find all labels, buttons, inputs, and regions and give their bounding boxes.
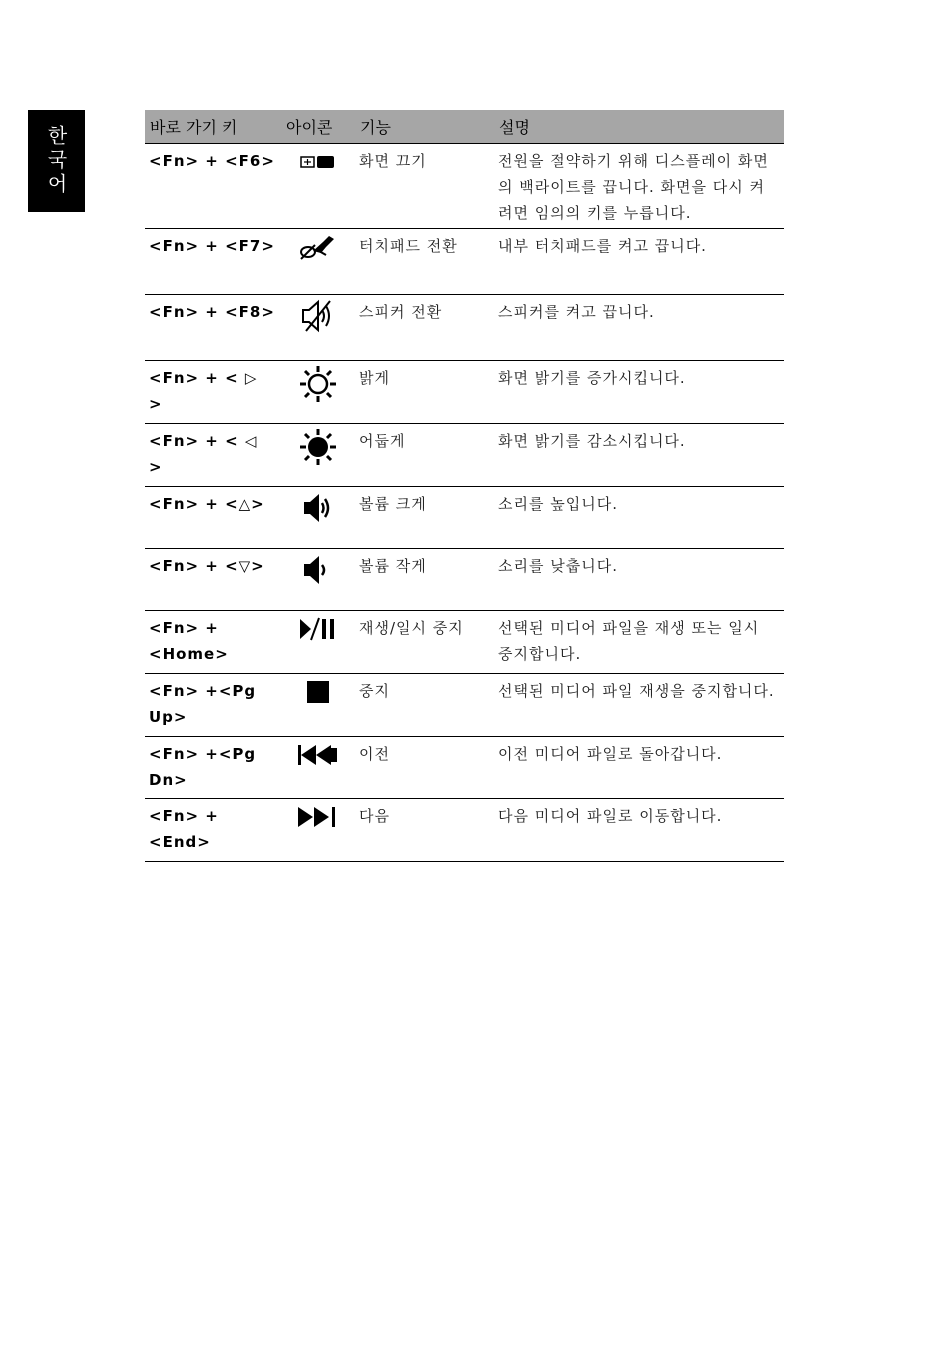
table-row bbox=[145, 799, 784, 862]
previous-track-icon bbox=[297, 744, 339, 766]
language-tab-label: 한국어 bbox=[44, 125, 68, 197]
table-row bbox=[145, 144, 784, 229]
stop-icon bbox=[305, 679, 331, 705]
shortcut-key: <Fn> + <End> bbox=[145, 799, 281, 862]
table-row bbox=[145, 549, 784, 611]
description-text: 선택된 미디어 파일 재생을 중지합니다. bbox=[494, 674, 784, 737]
description-text: 화면 밝기를 감소시킵니다. bbox=[494, 424, 784, 487]
shortcut-key: <Fn> +<Pg Dn> bbox=[145, 737, 281, 799]
brightness-down-icon bbox=[299, 428, 337, 466]
display-off-icon bbox=[300, 154, 336, 170]
function-label: 다음 bbox=[355, 799, 494, 862]
function-label: 밝게 bbox=[355, 361, 494, 424]
description-text: 소리를 높입니다. bbox=[494, 487, 784, 549]
shortcut-key: <Fn> + <F6> bbox=[145, 144, 281, 229]
function-label: 스피커 전환 bbox=[355, 295, 494, 361]
description-text: 다음 미디어 파일로 이동합니다. bbox=[494, 799, 784, 862]
header-description: 설명 bbox=[494, 110, 784, 144]
description-text: 이전 미디어 파일로 돌아갑니다. bbox=[494, 737, 784, 799]
description-text: 내부 터치패드를 켜고 끕니다. bbox=[494, 229, 784, 295]
table-row bbox=[145, 229, 784, 295]
function-label: 재생/일시 중지 bbox=[355, 611, 494, 674]
description-text: 선택된 미디어 파일을 재생 또는 일시 중지합니다. bbox=[494, 611, 784, 674]
brightness-up-icon bbox=[299, 365, 337, 403]
table-row bbox=[145, 487, 784, 549]
table-row bbox=[145, 611, 784, 674]
shortcut-key: <Fn> + <△> bbox=[145, 487, 281, 549]
description-text: 전원을 절약하기 위해 디스플레이 화면의 백라이트를 끕니다. 화면을 다시 켜려면 임의의 키를 누릅니다. bbox=[494, 144, 784, 229]
next-track-icon bbox=[297, 806, 339, 828]
shortcut-table bbox=[145, 110, 784, 862]
header-icon: 아이콘 bbox=[281, 110, 355, 144]
function-label: 어둡게 bbox=[355, 424, 494, 487]
function-label: 볼륨 작게 bbox=[355, 549, 494, 611]
touchpad-toggle-icon bbox=[299, 233, 337, 261]
shortcut-key: <Fn> + <▽> bbox=[145, 549, 281, 611]
header-shortcut: 바로 가기 키 bbox=[145, 110, 281, 144]
volume-down-icon bbox=[301, 553, 335, 587]
speaker-toggle-icon bbox=[300, 299, 336, 333]
function-label: 이전 bbox=[355, 737, 494, 799]
shortcut-key: <Fn> +<Pg Up> bbox=[145, 674, 281, 737]
shortcut-key: <Fn> + <Home> bbox=[145, 611, 281, 674]
table-header-row bbox=[145, 110, 784, 144]
play-pause-icon bbox=[298, 616, 338, 642]
function-label: 볼륨 크게 bbox=[355, 487, 494, 549]
function-label: 터치패드 전환 bbox=[355, 229, 494, 295]
header-function: 기능 bbox=[355, 110, 494, 144]
table-row bbox=[145, 737, 784, 799]
shortcut-key: <Fn> + <F7> bbox=[145, 229, 281, 295]
function-label: 중지 bbox=[355, 674, 494, 737]
description-text: 소리를 낮춥니다. bbox=[494, 549, 784, 611]
description-text: 화면 밝기를 증가시킵니다. bbox=[494, 361, 784, 424]
table-row bbox=[145, 295, 784, 361]
shortcut-key: <Fn> + <F8> bbox=[145, 295, 281, 361]
table-row bbox=[145, 424, 784, 487]
shortcut-key: <Fn> + < ◁ > bbox=[145, 424, 281, 487]
volume-up-icon bbox=[301, 491, 335, 525]
table-row bbox=[145, 361, 784, 424]
table-row bbox=[145, 674, 784, 737]
function-label: 화면 끄기 bbox=[355, 144, 494, 229]
shortcut-key: <Fn> + < ▷ > bbox=[145, 361, 281, 424]
description-text: 스피커를 켜고 끕니다. bbox=[494, 295, 784, 361]
language-tab bbox=[28, 110, 85, 212]
